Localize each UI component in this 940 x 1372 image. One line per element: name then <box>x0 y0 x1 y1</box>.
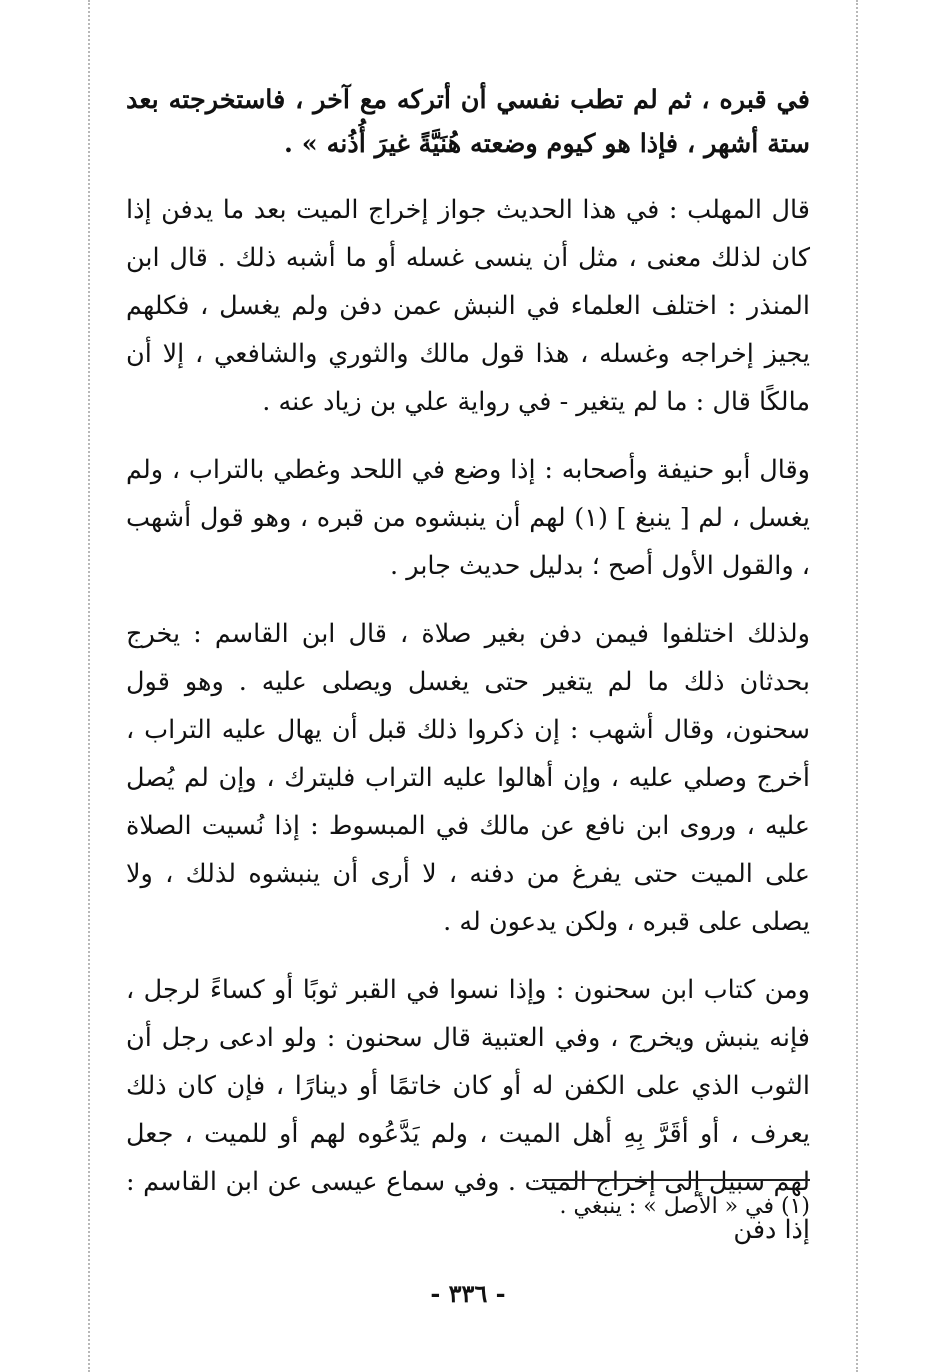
paragraph-ibn-sahnun: ومن كتاب ابن سحنون : وإذا نسوا في القبر ثوبًا أو كساءً لرجل ، فإنه ينبش ويخرج ، وفي العتبية قال سحنون : ولو ادعى رجل أن الثوب الذي على الكفن له أو كان خاتمًا أو دينارًا ، فإن كان ذلك يعرف ، أو أقَرَّ بِهِ أهل الميت ، ولم يَدَّعُوه لهم أو للميت ، جعل لهم سبيل إلى إخراج الميت . وفي سماع عيسى عن ابن القاسم : إذا دفن <box>126 975 810 1245</box>
footnote-separator <box>542 1179 810 1181</box>
page-number: - ٣٣٦ - <box>430 1279 506 1308</box>
paragraph-burial-without-prayer: ولذلك اختلفوا فيمن دفن بغير صلاة ، قال ابن القاسم : يخرج بحدثان ذلك ما لم يتغير حتى يغسل ويصلى عليه . وهو قول سحنون، وقال أشهب : إن ذكروا ذلك قبل أن يهال عليه التراب ، أخرج وصلي عليه ، وإن أهالوا عليه التراب فليترك ، وإن لم يُصل عليه ، وروى ابن نافع عن مالك في المبسوط : إذا نُسيت الصلاة على الميت حتى يفرغ من دفنه ، لا أرى أن ينبشوه لذلك ، ولا يصلى على قبره ، ولكن يدعون له . <box>126 619 810 937</box>
paragraph-muhallab: قال المهلب : في هذا الحديث جواز إخراج الميت بعد ما يدفن إذا كان لذلك معنى ، مثل أن ينسى غسله أو ما أشبه ذلك . قال ابن المنذر : اختلف العلماء في النبش عمن دفن ولم يغسل ، فكلهم يجيز إخراجه وغسله ، هذا قول مالك والثوري والشافعي ، إلا أن مالكًا قال : ما لم يتغير - في رواية علي بن زياد عنه . <box>126 195 810 417</box>
scan-margin-left <box>88 0 90 1372</box>
book-page <box>126 78 810 1318</box>
scan-margin-right <box>856 0 858 1372</box>
footnote: (١) في « الأصل » : ينبغي . <box>559 1194 810 1219</box>
paragraph-abu-hanifa: وقال أبو حنيفة وأصحابه : إذا وضع في اللحد وغطي بالتراب ، ولم يغسل ، لم [ ينبغ ] (١) لهم أن ينبشوه من قبره ، وهو قول أشهب ، والقول الأول أصح ؛ بدليل حديث جابر . <box>126 455 810 581</box>
hadith-continuation: في قبره ، ثم لم تطب نفسي أن أتركه مع آخر ، فاستخرجته بعد ستة أشهر ، فإذا هو كيوم وضعته هُنَيَّةً غيرَ أُذُنه » . <box>126 85 810 159</box>
